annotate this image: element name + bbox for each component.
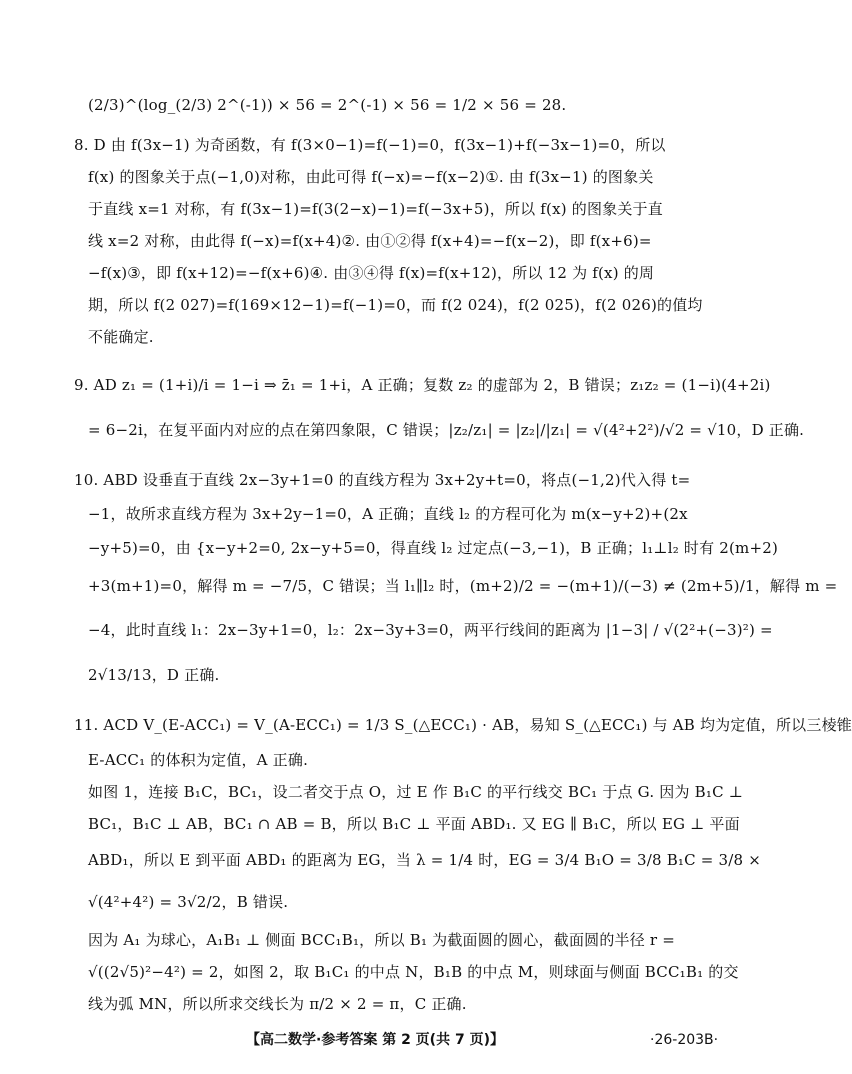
text-line: −y+5)=0，由 {x−y+2=0, 2x−y+5=0，得直线 l₂ 过定点(−3,−1)，B 正确；l₁⊥l₂ 时有 2(m+2) [88, 539, 779, 557]
text-line: (2/3)^(log_(2/3) 2^(-1)) × 56 = 2^(-1) × 56 = 1/2 × 56 = 28. [88, 96, 567, 114]
text-line: −f(x)③，即 f(x+12)=−f(x+6)④. 由③④得 f(x)=f(x+12)，所以 12 为 f(x) 的周 [88, 264, 655, 282]
text-line: 线 x=2 对称，由此得 f(−x)=f(x+4)②. 由①②得 f(x+4)=−f(x−2)，即 f(x+6)= [88, 232, 652, 250]
text-line: 线为弧 MN，所以所求交线长为 π/2 × 2 = π，C 正确. [88, 995, 467, 1013]
text-line: 2√13/13，D 正确. [88, 666, 220, 684]
text-line: f(x) 的图象关于点(−1,0)对称，由此可得 f(−x)=−f(x−2)①. 由 f(3x−1) 的图象关 [88, 168, 654, 186]
footer-code: ·26-203B· [650, 1032, 719, 1048]
text-line: 10. ABD 设垂直于直线 2x−3y+1=0 的直线方程为 3x+2y+t=0，将点(−1,2)代入得 t= [74, 471, 691, 489]
text-line: −1，故所求直线方程为 3x+2y−1=0，A 正确；直线 l₂ 的方程可化为 m(x−y+2)+(2x [88, 505, 688, 523]
text-line: −4，此时直线 l₁：2x−3y+1=0，l₂：2x−3y+3=0，两平行线间的距离为 |1−3| / √(2²+(−3)²) = [88, 621, 773, 639]
text-line: 如图 1，连接 B₁C，BC₁，设二者交于点 O，过 E 作 B₁C 的平行线交 BC₁ 于点 G. 因为 B₁C ⊥ [88, 783, 744, 801]
text-line: E-ACC₁ 的体积为定值，A 正确. [88, 751, 309, 769]
text-line: 于直线 x=1 对称，有 f(3x−1)=f(3(2−x)−1)=f(−3x+5)，所以 f(x) 的图象关于直 [88, 200, 663, 218]
text-line: 11. ACD V_(E-ACC₁) = V_(A-ECC₁) = 1/3 S_(△ECC₁) · AB，易知 S_(△ECC₁) 与 AB 均为定值，所以三棱锥 [74, 716, 852, 734]
footer-title: 【高二数学·参考答案 第 2 页(共 7 页)】 [246, 1032, 504, 1048]
text-line: 不能确定. [88, 328, 154, 346]
text-line: 期，所以 f(2 027)=f(169×12−1)=f(−1)=0，而 f(2 024)，f(2 025)，f(2 026)的值均 [88, 296, 703, 314]
text-line: 8. D 由 f(3x−1) 为奇函数，有 f(3×0−1)=f(−1)=0，f(3x−1)+f(−3x−1)=0，所以 [74, 136, 666, 154]
text-line: +3(m+1)=0，解得 m = −7/5，C 错误；当 l₁∥l₂ 时，(m+2)/2 = −(m+1)/(−3) ≠ (2m+5)/1，解得 m = [88, 577, 838, 595]
text-line: ABD₁，所以 E 到平面 ABD₁ 的距离为 EG，当 λ = 1/4 时，EG = 3/4 B₁O = 3/8 B₁C = 3/8 × [88, 851, 761, 869]
text-line: 9. AD z₁ = (1+i)/i = 1−i ⇒ z̄₁ = 1+i，A 正确；复数 z₂ 的虚部为 2，B 错误；z₁z₂ = (1−i)(4+2i) [74, 376, 771, 394]
text-line: √((2√5)²−4²) = 2，如图 2，取 B₁C₁ 的中点 N，B₁B 的中点 M，则球面与侧面 BCC₁B₁ 的交 [88, 963, 739, 981]
text-line: 因为 A₁ 为球心，A₁B₁ ⊥ 侧面 BCC₁B₁，所以 B₁ 为截面圆的圆心，截面圆的半径 r = [88, 931, 676, 949]
text-line: = 6−2i，在复平面内对应的点在第四象限，C 错误；|z₂/z₁| = |z₂|/|z₁| = √(4²+2²)/√2 = √10，D 正确. [88, 421, 805, 439]
text-line: BC₁，B₁C ⊥ AB，BC₁ ∩ AB = B，所以 B₁C ⊥ 平面 ABD₁. 又 EG ∥ B₁C，所以 EG ⊥ 平面 [88, 815, 740, 833]
text-line: √(4²+4²) = 3√2/2，B 错误. [88, 893, 289, 911]
